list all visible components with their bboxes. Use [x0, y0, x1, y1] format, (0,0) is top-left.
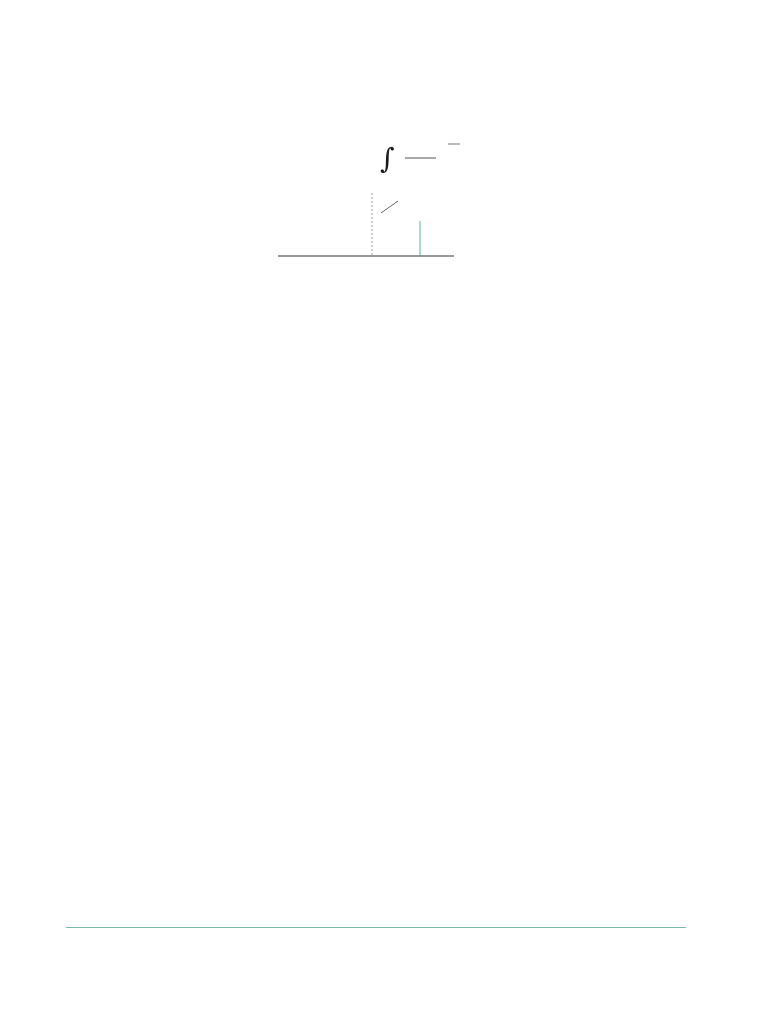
cdf-formula [258, 130, 498, 186]
bell-curve-figure [278, 183, 454, 275]
table-caption [64, 99, 72, 113]
label-leader [381, 201, 398, 213]
table-bottom-rule [66, 927, 686, 928]
integral-sign: ∫ [380, 142, 395, 175]
